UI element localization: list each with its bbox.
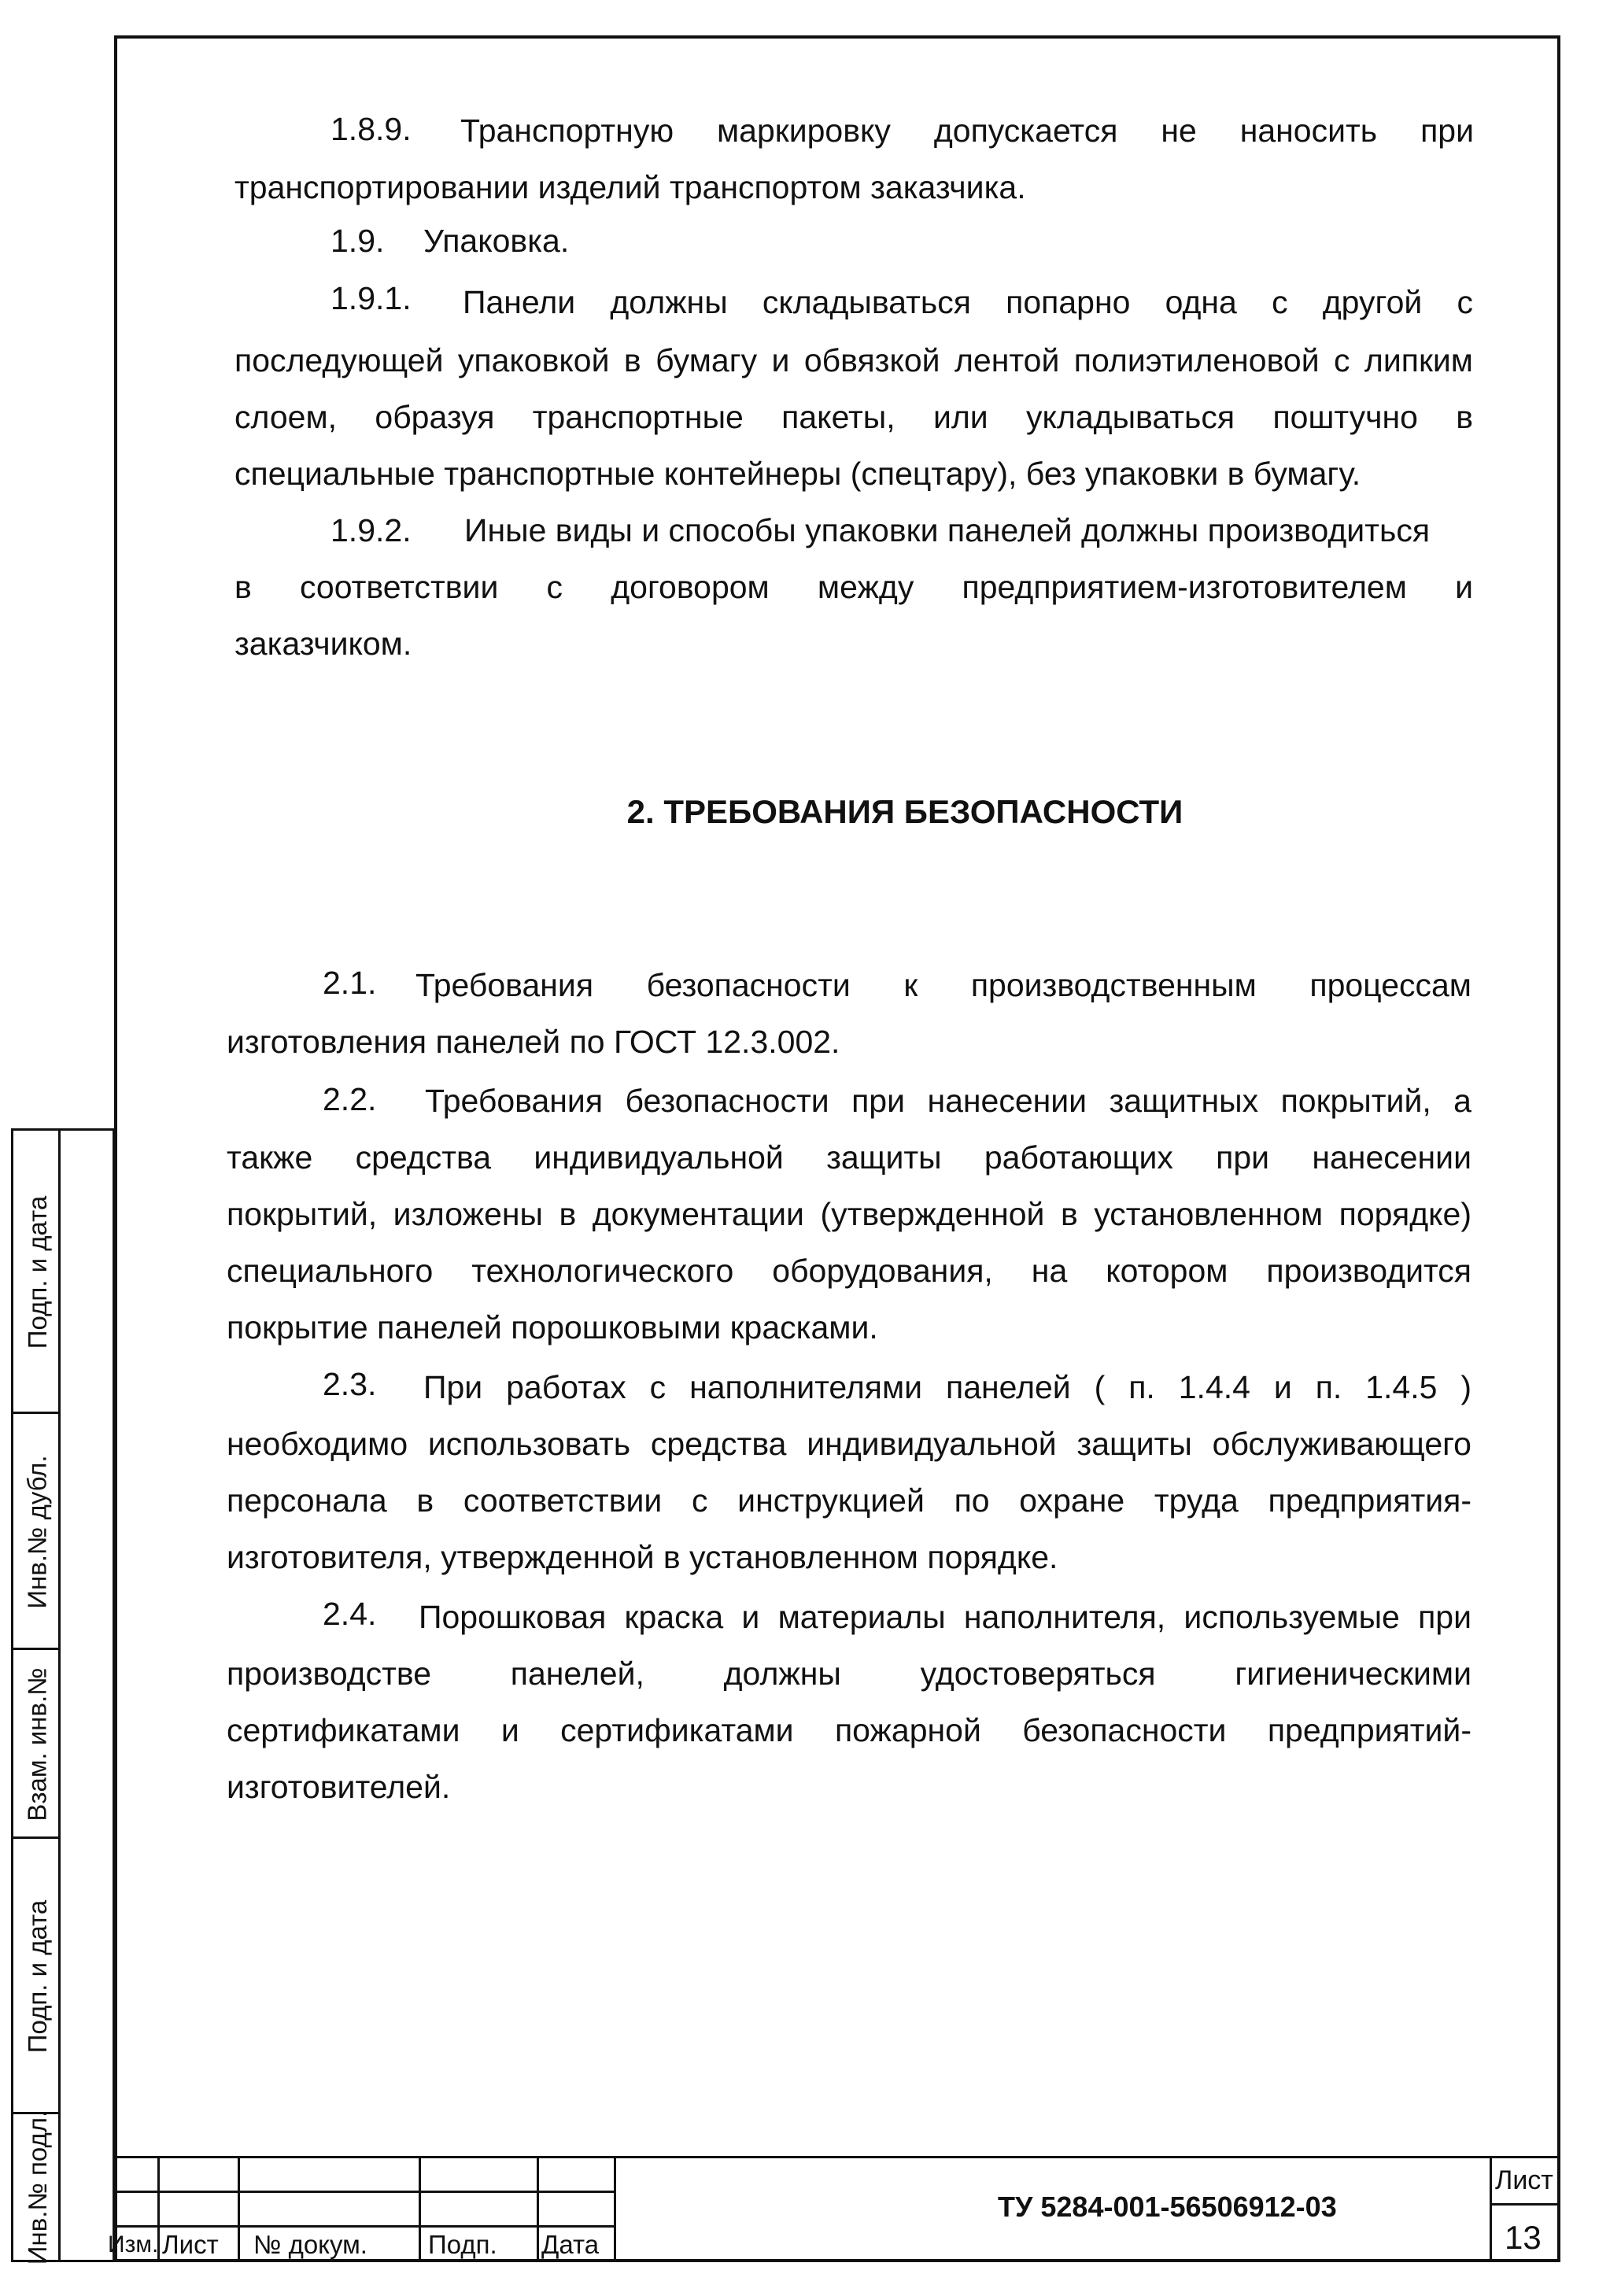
para-2-3-number: 2.3. <box>323 1366 377 1402</box>
para-2-2-line4: специального технологического оборудования, на котором производится <box>227 1253 1471 1289</box>
title-block-col-line-6 <box>1490 2156 1492 2262</box>
side-label-sign-date-2: Подп. и дата <box>23 1899 53 2054</box>
para-2-3-line3: персонала в соответствии с инструкцией по охране труда предприятия- <box>227 1482 1471 1519</box>
para-1-9-1-line1: Панели должны складываться попарно одна с другой с <box>463 284 1473 320</box>
side-label-replace-inv: Взам. инв.№ <box>23 1667 52 1822</box>
side-label-dup-inv: Инв.№ дубл. <box>23 1455 52 1609</box>
para-2-4-number: 2.4. <box>323 1596 377 1632</box>
section-2-heading: 2. ТРЕБОВАНИЯ БЕЗОПАСНОСТИ <box>626 793 1183 830</box>
para-1-8-9-line1: Транспортную маркировку допускается не наносить при <box>460 113 1474 149</box>
para-2-2-line2: также средства индивидуальной защиты работающих при нанесении <box>227 1139 1471 1176</box>
para-1-9-2-line1: Иные виды и способы упаковки панелей должны производиться <box>464 512 1431 548</box>
title-block-top-line <box>114 2156 1560 2158</box>
para-1-9-1-line4: специальные транспортные контейнеры (спецтару), без упаковки в бумагу. <box>234 456 1361 492</box>
para-2-4-line4: изготовителей. <box>227 1769 451 1805</box>
para-2-2-line5: покрытие панелей порошковыми красками. <box>227 1309 878 1345</box>
para-2-3-line4: изготовителя, утвержденной в установленном порядке. <box>227 1539 1058 1575</box>
para-2-1-line2: изготовления панелей по ГОСТ 12.3.002. <box>227 1024 840 1060</box>
para-2-4-line3: сертификатами и сертификатами пожарной безопасности предприятий- <box>227 1712 1471 1748</box>
para-2-3-line2: необходимо использовать средства индивидуальной защиты обслуживающего <box>227 1426 1471 1462</box>
tb-header-sign: Подп. <box>428 2230 497 2259</box>
para-1-9-text: Упаковка. <box>423 223 570 259</box>
para-1-9-1-line2: последующей упаковкой в бумагу и обвязкой лентой полиэтиленовой с липким <box>234 342 1473 378</box>
title-block-col-line-2 <box>238 2156 240 2262</box>
para-2-2-line1: Требования безопасности при нанесении защитных покрытий, а <box>425 1083 1471 1119</box>
para-2-2-number: 2.2. <box>323 1081 377 1117</box>
side-stamp <box>11 1128 115 2265</box>
para-2-1-line1: Требования безопасности к производственным процессам <box>415 967 1471 1003</box>
title-block-sheet-divider <box>1490 2203 1560 2206</box>
title-block-col-line-5 <box>614 2156 616 2262</box>
document-designation: ТУ 5284-001-56506912-03 <box>998 2191 1337 2223</box>
sheet-label: Лист <box>1495 2165 1553 2195</box>
tb-header-izm: Изм. <box>108 2231 159 2257</box>
para-1-9-2-line2: в соответствии с договором между предприятием-изготовителем и <box>234 569 1473 605</box>
tb-header-date: Дата <box>541 2230 600 2259</box>
para-1-9-1-number: 1.9.1. <box>330 280 412 316</box>
tb-header-list: Лист <box>162 2230 219 2259</box>
para-2-4-line2: производстве панелей, должны удостоверяться гигиеническими <box>227 1656 1471 1692</box>
side-label-orig-inv: Инв.№ подл. <box>23 2110 53 2265</box>
tb-header-doc-no: № докум. <box>253 2230 367 2259</box>
para-1-9-2-number: 1.9.2. <box>330 512 412 548</box>
para-1-8-9-number: 1.8.9. <box>330 111 412 147</box>
para-2-4-line1: Порошковая краска и материалы наполнителя, используемые при <box>419 1599 1471 1635</box>
title-block-col-line-3 <box>419 2156 421 2262</box>
para-2-1-number: 2.1. <box>323 965 377 1001</box>
side-label-sign-date-1: Подп. и дата <box>23 1195 53 1349</box>
para-1-9-2-line3: заказчиком. <box>234 626 412 662</box>
para-1-9-number: 1.9. <box>330 223 385 259</box>
sheet-number: 13 <box>1505 2219 1542 2256</box>
para-1-9-1-line3: слоем, образуя транспортные пакеты, или укладываться поштучно в <box>234 399 1473 435</box>
para-2-3-line1: При работах с наполнителями панелей ( п. 1.4.4 и п. 1.4.5 ) <box>423 1369 1471 1405</box>
para-2-2-line3: покрытий, изложены в документации (утвержденной в установленном порядке) <box>227 1196 1471 1232</box>
para-1-8-9-line2: транспортировании изделий транспортом заказчика. <box>234 169 1026 205</box>
title-block-col-line-4 <box>537 2156 539 2262</box>
